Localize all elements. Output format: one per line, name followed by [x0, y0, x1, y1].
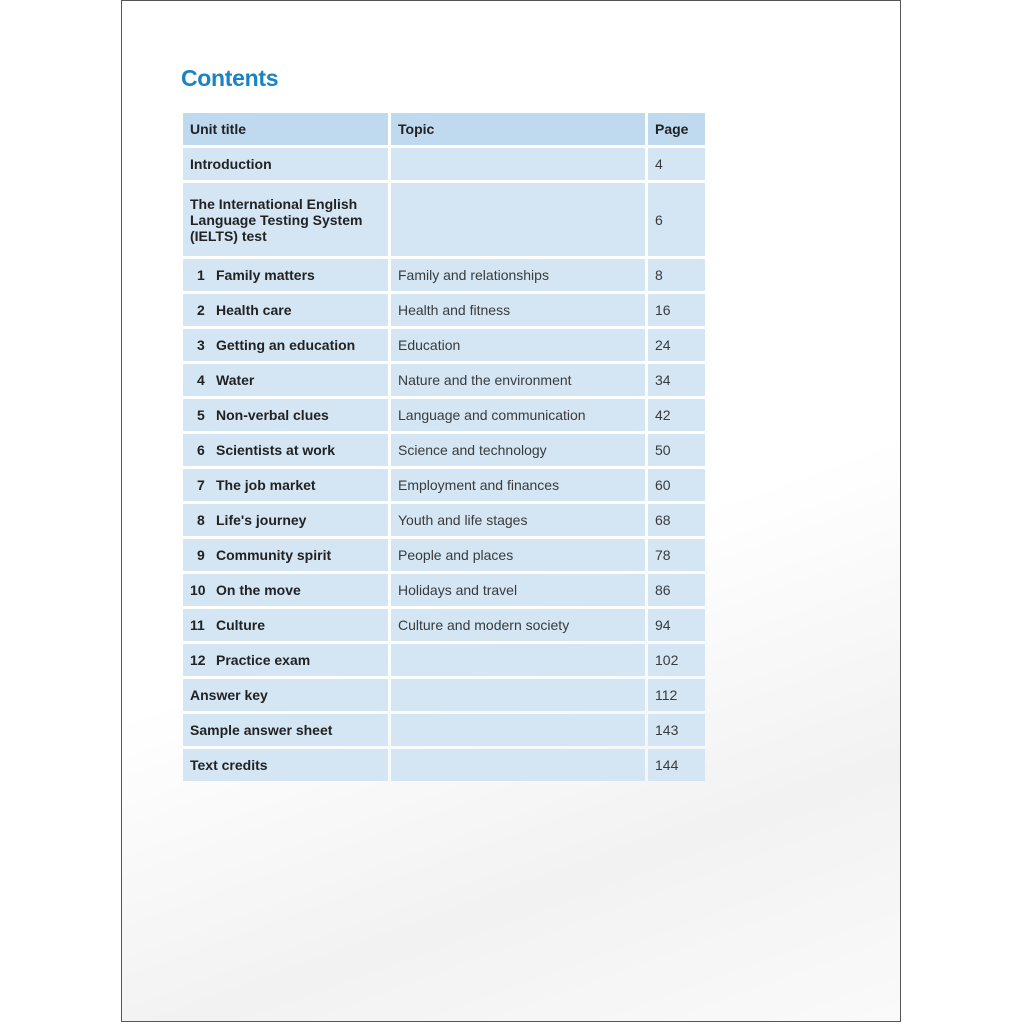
topic-cell: Language and communication	[391, 399, 645, 431]
unit-number: 10	[190, 582, 206, 598]
topic-cell	[391, 749, 645, 781]
table-row	[183, 148, 705, 180]
page-number-cell: 42	[648, 399, 705, 431]
header-unit-title: Unit title	[183, 113, 388, 145]
unit-title-cell	[183, 609, 388, 641]
unit-title-cell	[183, 749, 388, 781]
topic-cell: Employment and finances	[391, 469, 645, 501]
unit-title: Life's journey	[216, 512, 307, 528]
page-number-cell: 143	[648, 714, 705, 746]
unit-title-cell	[183, 294, 388, 326]
unit-number: 1	[197, 267, 205, 283]
topic-cell	[391, 644, 645, 676]
table-row	[183, 574, 705, 606]
unit-number: 3	[197, 337, 205, 353]
table-row	[183, 469, 705, 501]
table-row	[183, 434, 705, 466]
page-number-cell: 34	[648, 364, 705, 396]
topic-cell: Nature and the environment	[391, 364, 645, 396]
topic-cell	[391, 679, 645, 711]
page-number-cell: 6	[648, 183, 705, 256]
unit-title-cell	[183, 469, 388, 501]
topic-cell: Holidays and travel	[391, 574, 645, 606]
table-row	[183, 749, 705, 781]
header-topic: Topic	[391, 113, 645, 145]
page-number-cell: 68	[648, 504, 705, 536]
unit-title-cell	[183, 574, 388, 606]
unit-title: Health care	[216, 302, 292, 318]
table-row	[183, 714, 705, 746]
topic-cell	[391, 714, 645, 746]
table-row	[183, 183, 705, 256]
unit-title: Culture	[216, 617, 265, 633]
unit-title-cell	[183, 364, 388, 396]
unit-title: Text credits	[190, 757, 268, 773]
page-number-cell: 144	[648, 749, 705, 781]
table-row	[183, 294, 705, 326]
page-number-cell: 86	[648, 574, 705, 606]
unit-title-cell	[183, 259, 388, 291]
unit-number: 8	[197, 512, 205, 528]
table-row	[183, 399, 705, 431]
unit-title: On the move	[216, 582, 301, 598]
unit-number: 5	[197, 407, 205, 423]
unit-title-cell	[183, 329, 388, 361]
unit-title-cell	[183, 434, 388, 466]
topic-cell: Culture and modern society	[391, 609, 645, 641]
unit-title: Practice exam	[216, 652, 311, 668]
page-number-cell: 102	[648, 644, 705, 676]
unit-number: 2	[197, 302, 205, 318]
unit-title: The International English Language Testing System (IELTS) test	[190, 195, 363, 244]
topic-cell: Education	[391, 329, 645, 361]
unit-number: 7	[197, 477, 205, 493]
unit-title-cell	[183, 679, 388, 711]
page-number-cell: 60	[648, 469, 705, 501]
unit-title-cell	[183, 714, 388, 746]
unit-title: Water	[216, 372, 255, 388]
unit-title: Community spirit	[216, 547, 332, 563]
topic-cell: Family and relationships	[391, 259, 645, 291]
page-number-cell: 24	[648, 329, 705, 361]
unit-title: Sample answer sheet	[190, 722, 333, 738]
unit-title-cell	[183, 399, 388, 431]
page-number-cell: 4	[648, 148, 705, 180]
unit-title-cell	[183, 183, 388, 256]
unit-number: 6	[197, 442, 205, 458]
topic-cell: Youth and life stages	[391, 504, 645, 536]
unit-title: The job market	[216, 477, 316, 493]
page-number-cell: 94	[648, 609, 705, 641]
unit-title: Non-verbal clues	[216, 407, 329, 423]
unit-number: 9	[197, 547, 205, 563]
page-number-cell: 16	[648, 294, 705, 326]
unit-title: Introduction	[190, 156, 272, 172]
header-page: Page	[648, 113, 705, 145]
contents-table-body	[183, 148, 705, 781]
table-row	[183, 679, 705, 711]
table-row	[183, 329, 705, 361]
unit-title: Getting an education	[216, 337, 356, 353]
unit-title-cell	[183, 539, 388, 571]
topic-cell	[391, 183, 645, 256]
topic-cell: Health and fitness	[391, 294, 645, 326]
contents-table	[180, 110, 708, 784]
table-row	[183, 609, 705, 641]
page-number-cell: 50	[648, 434, 705, 466]
table-header-row	[183, 113, 705, 145]
unit-title: Scientists at work	[216, 442, 336, 458]
table-row	[183, 644, 705, 676]
page-number-cell: 78	[648, 539, 705, 571]
document-page	[121, 0, 901, 1022]
unit-title-cell	[183, 504, 388, 536]
table-row	[183, 504, 705, 536]
page-number-cell: 8	[648, 259, 705, 291]
unit-title-cell	[183, 148, 388, 180]
topic-cell	[391, 148, 645, 180]
unit-title: Answer key	[190, 687, 268, 703]
unit-number: 12	[190, 652, 206, 668]
page-number-cell: 112	[648, 679, 705, 711]
unit-number: 11	[190, 617, 205, 633]
topic-cell: People and places	[391, 539, 645, 571]
table-row	[183, 364, 705, 396]
page-title: Contents	[181, 65, 279, 91]
unit-title-cell	[183, 644, 388, 676]
unit-title: Family matters	[216, 267, 315, 283]
table-row	[183, 259, 705, 291]
topic-cell: Science and technology	[391, 434, 645, 466]
unit-number: 4	[197, 372, 205, 388]
table-row	[183, 539, 705, 571]
